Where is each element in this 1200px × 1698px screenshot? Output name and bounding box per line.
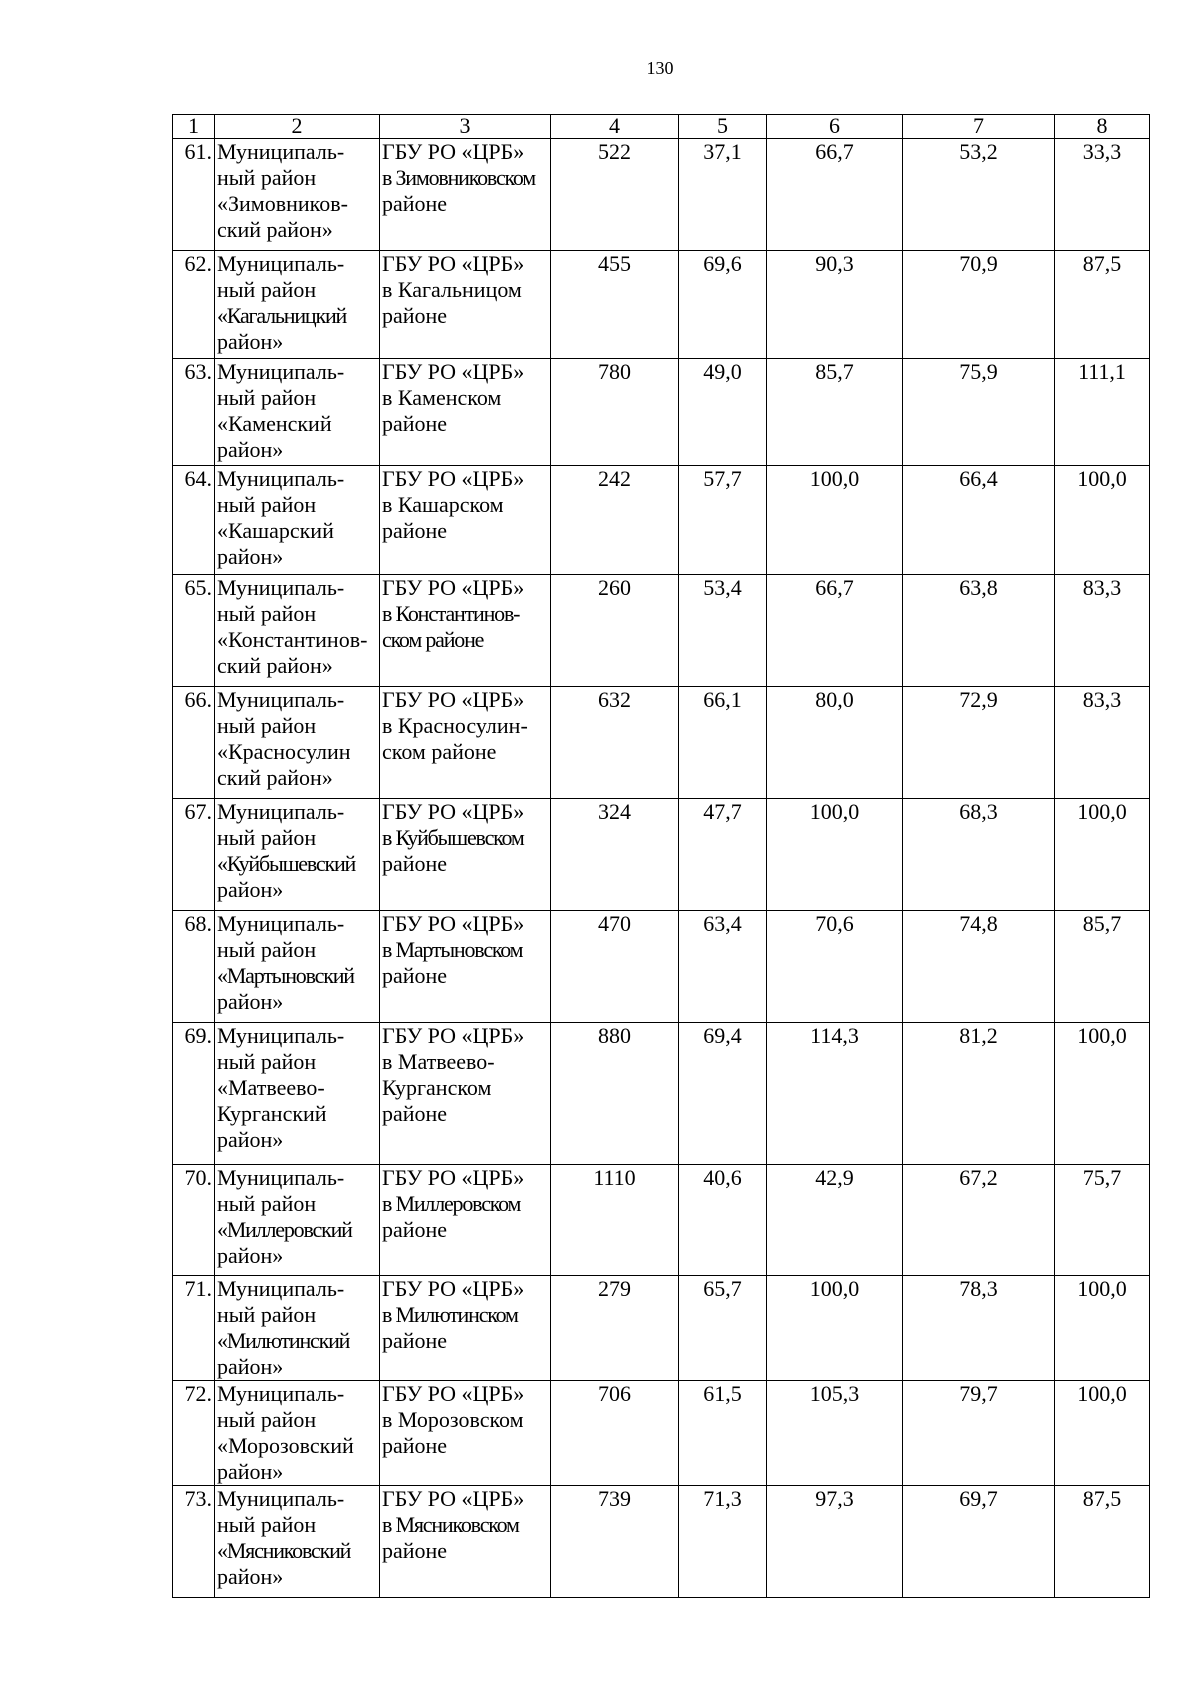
- municipality-name-line: «Кагальницкий: [217, 303, 347, 328]
- municipality-name-line: Курганский: [217, 1101, 327, 1126]
- table-row: [173, 1023, 1150, 1165]
- value-cell-col5: 37,1: [679, 139, 767, 251]
- value-cell-col7: 67,2: [903, 1165, 1055, 1276]
- municipality-name: [215, 251, 380, 359]
- value-cell-col5: 63,4: [679, 911, 767, 1023]
- municipality-name-line: район»: [217, 1459, 284, 1484]
- value-cell-col6: 66,7: [767, 139, 903, 251]
- value-cell-col6: 105,3: [767, 1381, 903, 1486]
- institution-name-line: ГБУ РО «ЦРБ»: [382, 1486, 525, 1511]
- institution-name-line: районе: [382, 303, 448, 328]
- row-number: 67.: [173, 799, 215, 911]
- institution-name-line: ГБУ РО «ЦРБ»: [382, 466, 525, 491]
- value-cell-col7: 53,2: [903, 139, 1055, 251]
- municipality-name: [215, 799, 380, 911]
- municipality-name-line: Муниципаль-: [217, 251, 345, 276]
- value-cell-col4: 880: [551, 1023, 679, 1165]
- institution-name-line: в Куйбышевском: [382, 825, 524, 850]
- institution-name-line: в Мартыновском: [382, 937, 523, 962]
- institution-name-line: районе: [382, 851, 448, 876]
- municipality-name-line: ный район: [217, 601, 317, 626]
- value-cell-col4: 632: [551, 687, 679, 799]
- institution-name-line: ГБУ РО «ЦРБ»: [382, 911, 525, 936]
- value-cell-col4: 1110: [551, 1165, 679, 1276]
- municipality-name-line: район»: [217, 1564, 284, 1589]
- institution-name: [380, 911, 551, 1023]
- institution-name-line: в Мясниковском: [382, 1512, 519, 1537]
- institution-name-line: в Милютинском: [382, 1302, 518, 1327]
- value-cell-col4: 780: [551, 359, 679, 466]
- data-table: [172, 114, 1150, 1598]
- municipality-name-line: район»: [217, 544, 284, 569]
- municipality-name-line: ный район: [217, 165, 317, 190]
- municipality-name: [215, 1023, 380, 1165]
- municipality-name-line: Муниципаль-: [217, 1165, 345, 1190]
- municipality-name-line: Муниципаль-: [217, 799, 345, 824]
- value-cell-col4: 739: [551, 1486, 679, 1598]
- table-row: [173, 575, 1150, 687]
- institution-name: [380, 466, 551, 575]
- municipality-name-line: Муниципаль-: [217, 1276, 345, 1301]
- institution-name-line: в Морозовском: [382, 1407, 524, 1432]
- column-header: 4: [551, 115, 679, 139]
- value-cell-col6: 90,3: [767, 251, 903, 359]
- value-cell-col5: 49,0: [679, 359, 767, 466]
- table-row: [173, 687, 1150, 799]
- table-row: [173, 1276, 1150, 1381]
- institution-name: [380, 799, 551, 911]
- municipality-name-line: Муниципаль-: [217, 1381, 345, 1406]
- institution-name: [380, 251, 551, 359]
- municipality-name-line: район»: [217, 877, 284, 902]
- value-cell-col7: 66,4: [903, 466, 1055, 575]
- institution-name-line: в Миллеровском: [382, 1191, 521, 1216]
- value-cell-col8: 33,3: [1055, 139, 1150, 251]
- page-number: 130: [646, 58, 674, 78]
- municipality-name-line: ный район: [217, 385, 317, 410]
- column-header: 2: [215, 115, 380, 139]
- institution-name-line: ГБУ РО «ЦРБ»: [382, 1381, 525, 1406]
- municipality-name: [215, 1486, 380, 1598]
- table-row: [173, 799, 1150, 911]
- value-cell-col6: 42,9: [767, 1165, 903, 1276]
- value-cell-col4: 706: [551, 1381, 679, 1486]
- municipality-name-line: «Мартыновский: [217, 963, 354, 988]
- value-cell-col6: 70,6: [767, 911, 903, 1023]
- institution-name-line: в Константинов-: [382, 601, 520, 626]
- institution-name: [380, 1023, 551, 1165]
- institution-name-line: в Каменском: [382, 385, 502, 410]
- institution-name-line: ГБУ РО «ЦРБ»: [382, 1165, 525, 1190]
- municipality-name-line: «Красносулин: [217, 739, 351, 764]
- value-cell-col6: 97,3: [767, 1486, 903, 1598]
- municipality-name-line: «Морозовский: [217, 1433, 354, 1458]
- institution-name-line: ГБУ РО «ЦРБ»: [382, 687, 525, 712]
- value-cell-col7: 69,7: [903, 1486, 1055, 1598]
- institution-name-line: ском районе: [382, 627, 484, 652]
- institution-name-line: районе: [382, 191, 448, 216]
- municipality-name-line: Муниципаль-: [217, 139, 345, 164]
- municipality-name-line: «Милютинский: [217, 1328, 350, 1353]
- value-cell-col7: 72,9: [903, 687, 1055, 799]
- value-cell-col5: 40,6: [679, 1165, 767, 1276]
- value-cell-col5: 69,4: [679, 1023, 767, 1165]
- institution-name-line: ГБУ РО «ЦРБ»: [382, 251, 525, 276]
- value-cell-col7: 68,3: [903, 799, 1055, 911]
- value-cell-col4: 522: [551, 139, 679, 251]
- municipality-name-line: район»: [217, 329, 284, 354]
- municipality-name-line: Муниципаль-: [217, 1023, 345, 1048]
- row-number: 61.: [173, 139, 215, 251]
- column-header: 1: [173, 115, 215, 139]
- institution-name-line: районе: [382, 1328, 448, 1353]
- municipality-name: [215, 1165, 380, 1276]
- institution-name-line: ГБУ РО «ЦРБ»: [382, 1023, 525, 1048]
- municipality-name-line: «Кашарский: [217, 518, 334, 543]
- institution-name-line: районе: [382, 1217, 448, 1242]
- municipality-name-line: район»: [217, 437, 284, 462]
- institution-name: [380, 139, 551, 251]
- value-cell-col7: 81,2: [903, 1023, 1055, 1165]
- municipality-name-line: «Каменский: [217, 411, 332, 436]
- municipality-name-line: ный район: [217, 1302, 317, 1327]
- municipality-name-line: ный район: [217, 713, 317, 738]
- value-cell-col4: 242: [551, 466, 679, 575]
- table-row: [173, 139, 1150, 251]
- value-cell-col8: 75,7: [1055, 1165, 1150, 1276]
- table-row: [173, 911, 1150, 1023]
- value-cell-col5: 61,5: [679, 1381, 767, 1486]
- value-cell-col5: 65,7: [679, 1276, 767, 1381]
- value-cell-col8: 83,3: [1055, 687, 1150, 799]
- table-body: [173, 139, 1150, 1598]
- value-cell-col8: 87,5: [1055, 251, 1150, 359]
- value-cell-col5: 71,3: [679, 1486, 767, 1598]
- value-cell-col5: 53,4: [679, 575, 767, 687]
- row-number: 64.: [173, 466, 215, 575]
- value-cell-col7: 74,8: [903, 911, 1055, 1023]
- row-number: 65.: [173, 575, 215, 687]
- row-number: 72.: [173, 1381, 215, 1486]
- institution-name-line: районе: [382, 1433, 448, 1458]
- table-header-row: [173, 115, 1150, 139]
- row-number: 62.: [173, 251, 215, 359]
- municipality-name-line: Муниципаль-: [217, 359, 345, 384]
- value-cell-col6: 100,0: [767, 466, 903, 575]
- institution-name: [380, 1486, 551, 1598]
- municipality-name: [215, 575, 380, 687]
- institution-name-line: в Зимовниковском: [382, 165, 536, 190]
- institution-name-line: районе: [382, 1538, 448, 1563]
- municipality-name-line: ный район: [217, 937, 317, 962]
- column-header: 3: [380, 115, 551, 139]
- row-number: 69.: [173, 1023, 215, 1165]
- institution-name-line: ГБУ РО «ЦРБ»: [382, 1276, 525, 1301]
- value-cell-col5: 69,6: [679, 251, 767, 359]
- value-cell-col5: 66,1: [679, 687, 767, 799]
- column-header: 7: [903, 115, 1055, 139]
- institution-name: [380, 1381, 551, 1486]
- value-cell-col6: 114,3: [767, 1023, 903, 1165]
- value-cell-col7: 70,9: [903, 251, 1055, 359]
- value-cell-col6: 66,7: [767, 575, 903, 687]
- value-cell-col4: 324: [551, 799, 679, 911]
- row-number: 70.: [173, 1165, 215, 1276]
- municipality-name-line: Муниципаль-: [217, 575, 345, 600]
- row-number: 71.: [173, 1276, 215, 1381]
- table-row: [173, 466, 1150, 575]
- municipality-name-line: Муниципаль-: [217, 466, 345, 491]
- municipality-name-line: ный район: [217, 825, 317, 850]
- table-row: [173, 1486, 1150, 1598]
- municipality-name-line: ный район: [217, 1407, 317, 1432]
- institution-name-line: в Красносулин-: [382, 713, 528, 738]
- municipality-name-line: ский район»: [217, 765, 333, 790]
- value-cell-col7: 79,7: [903, 1381, 1055, 1486]
- municipality-name: [215, 911, 380, 1023]
- table-row: [173, 1165, 1150, 1276]
- value-cell-col4: 260: [551, 575, 679, 687]
- column-header: 8: [1055, 115, 1150, 139]
- municipality-name-line: Муниципаль-: [217, 1486, 345, 1511]
- municipality-name: [215, 687, 380, 799]
- institution-name-line: районе: [382, 518, 448, 543]
- row-number: 68.: [173, 911, 215, 1023]
- municipality-name-line: район»: [217, 1127, 284, 1152]
- municipality-name-line: «Миллеровский: [217, 1217, 352, 1242]
- value-cell-col8: 111,1: [1055, 359, 1150, 466]
- institution-name: [380, 575, 551, 687]
- municipality-name-line: «Константинов-: [217, 627, 368, 652]
- institution-name-line: в Кагальницом: [382, 277, 522, 302]
- value-cell-col6: 100,0: [767, 1276, 903, 1381]
- municipality-name: [215, 359, 380, 466]
- value-cell-col8: 100,0: [1055, 1276, 1150, 1381]
- institution-name: [380, 1165, 551, 1276]
- municipality-name-line: Муниципаль-: [217, 911, 345, 936]
- value-cell-col8: 100,0: [1055, 1381, 1150, 1486]
- value-cell-col6: 100,0: [767, 799, 903, 911]
- institution-name-line: ГБУ РО «ЦРБ»: [382, 139, 525, 164]
- institution-name-line: ГБУ РО «ЦРБ»: [382, 799, 525, 824]
- institution-name-line: ГБУ РО «ЦРБ»: [382, 575, 525, 600]
- municipality-name-line: район»: [217, 989, 284, 1014]
- value-cell-col8: 100,0: [1055, 466, 1150, 575]
- municipality-name: [215, 1381, 380, 1486]
- municipality-name-line: район»: [217, 1243, 284, 1268]
- table-row: [173, 1381, 1150, 1486]
- value-cell-col7: 63,8: [903, 575, 1055, 687]
- municipality-name-line: ный район: [217, 1049, 317, 1074]
- municipality-name-line: ский район»: [217, 217, 333, 242]
- value-cell-col4: 279: [551, 1276, 679, 1381]
- value-cell-col7: 75,9: [903, 359, 1055, 466]
- value-cell-col8: 100,0: [1055, 799, 1150, 911]
- institution-name: [380, 687, 551, 799]
- municipality-name-line: ный район: [217, 1512, 317, 1537]
- municipality-name-line: ский район»: [217, 653, 333, 678]
- institution-name-line: Курганском: [382, 1075, 492, 1100]
- municipality-name: [215, 139, 380, 251]
- column-header: 5: [679, 115, 767, 139]
- row-number: 63.: [173, 359, 215, 466]
- institution-name: [380, 359, 551, 466]
- value-cell-col6: 85,7: [767, 359, 903, 466]
- institution-name-line: в Матвеево-: [382, 1049, 495, 1074]
- municipality-name: [215, 1276, 380, 1381]
- table-row: [173, 359, 1150, 466]
- municipality-name-line: «Куйбышевский: [217, 851, 356, 876]
- institution-name-line: районе: [382, 963, 448, 988]
- value-cell-col4: 470: [551, 911, 679, 1023]
- municipality-name-line: «Зимовников-: [217, 191, 348, 216]
- row-number: 66.: [173, 687, 215, 799]
- value-cell-col5: 57,7: [679, 466, 767, 575]
- municipality-name-line: ный район: [217, 492, 317, 517]
- row-number: 73.: [173, 1486, 215, 1598]
- institution-name: [380, 1276, 551, 1381]
- municipality-name: [215, 466, 380, 575]
- municipality-name-line: Муниципаль-: [217, 687, 345, 712]
- value-cell-col8: 85,7: [1055, 911, 1150, 1023]
- institution-name-line: ГБУ РО «ЦРБ»: [382, 359, 525, 384]
- municipality-name-line: ный район: [217, 277, 317, 302]
- institution-name-line: ском районе: [382, 739, 497, 764]
- value-cell-col8: 100,0: [1055, 1023, 1150, 1165]
- municipality-name-line: «Матвеево-: [217, 1075, 325, 1100]
- column-header: 6: [767, 115, 903, 139]
- value-cell-col6: 80,0: [767, 687, 903, 799]
- institution-name-line: районе: [382, 411, 448, 436]
- value-cell-col5: 47,7: [679, 799, 767, 911]
- municipality-name-line: район»: [217, 1354, 284, 1379]
- value-cell-col8: 83,3: [1055, 575, 1150, 687]
- municipality-name-line: ный район: [217, 1191, 317, 1216]
- value-cell-col8: 87,5: [1055, 1486, 1150, 1598]
- value-cell-col7: 78,3: [903, 1276, 1055, 1381]
- table-row: [173, 251, 1150, 359]
- municipality-name-line: «Мясниковский: [217, 1538, 351, 1563]
- institution-name-line: в Кашарском: [382, 492, 504, 517]
- institution-name-line: районе: [382, 1101, 448, 1126]
- value-cell-col4: 455: [551, 251, 679, 359]
